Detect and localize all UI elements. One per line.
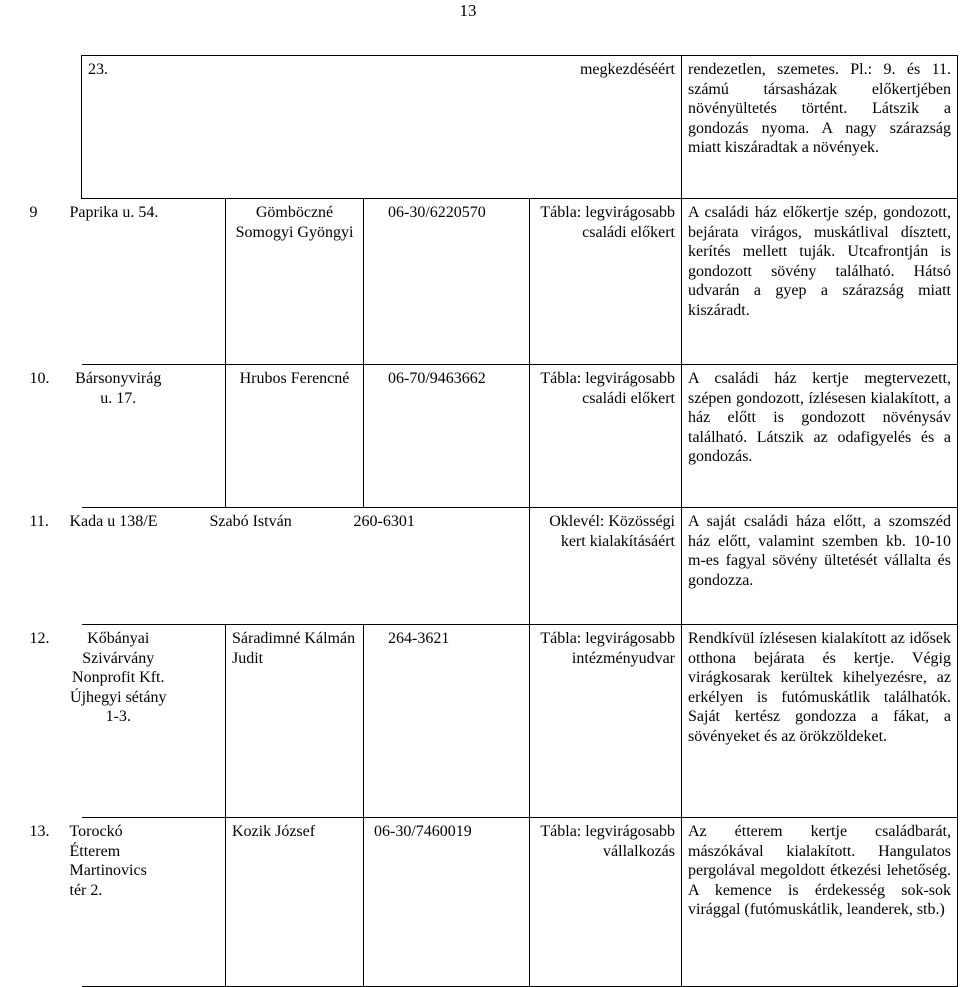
row-number: 23. [82,56,364,199]
address-cell: 13. Torockó Étterem Martinovics tér 2. [82,818,226,987]
award-cell: Tábla: legvirágosabb vállalkozás [530,818,682,987]
description-cell: A saját családi háza előtt, a szomszéd ház előtt, valamint szemben kb. 10-10 m-es fagyal sövény ültetését vállalta és gondozza. [682,508,958,625]
table-row [82,199,958,365]
address-cell: 11. Kada u 138/E Szabó István 260-6301 [82,508,530,625]
award-cell: Oklevél: Közösségi kert kialakításáért [530,508,682,625]
award-cell: Tábla: legvirágosabb intézményudvar [530,625,682,818]
award-cell: Tábla: legvirágosabb családi előkert [530,365,682,508]
description-cell: A családi ház kertje megtervezett, szépen gondozott, ízlésesen kialakított, a ház előtt is gondozott növénysáv található. Látszik az odafigyelés és a gondozás. [682,365,958,508]
name-cell: Gömböczné Somogyi Gyöngyi [226,199,364,365]
phone-cell: 06-30/7460019 [364,818,530,987]
empty-cell [364,56,530,199]
table-row [82,508,958,625]
award-cell: Tábla: legvirágosabb családi előkert [530,199,682,365]
name-cell: Kozik József [226,818,364,987]
address-cell: 12. Kőbányai Szivárvány Nonprofit Kft. Újhegyi sétány 1-3. [82,625,226,818]
table-row [82,365,958,508]
address-cell: 10. Bársonyvirág u. 17. [82,365,226,508]
name-cell: Hrubos Ferencné [226,365,364,508]
results-table [29,55,958,987]
award-cell: megkezdéséért [530,56,682,199]
table-row [82,625,958,818]
phone-cell: 06-70/9463662 [364,365,530,508]
description-cell: Rendkívül ízlésesen kialakított az idősek otthona bejárata és kertje. Végig virágkosarak kerültek kihelyezésre, az erkélyen is futómuskátlik találhatók. Saját kertész gondozza a fákat, a sövényeket és az örökzöldeket. [682,625,958,818]
address-cell: 9 Paprika u. 54. [82,199,226,365]
description-cell: rendezetlen, szemetes. Pl.: 9. és 11. számú társasházak előkertjében növényültetés történt. Látszik a gondozás nyoma. A nagy szárazság miatt kiszáradtak a növények. [682,56,958,199]
phone-cell: 06-30/6220570 [364,199,530,365]
page-number: 13 [459,1,477,20]
table-row [82,818,958,987]
name-cell: Sáradimné Kálmán Judit [226,625,364,818]
table-row [82,56,958,199]
description-cell: Az étterem kertje családbarát, mászókával kialakított. Hangulatos pergolával megoldott étkezési lehetőség. A kemence is érdekesség sok-sok virággal (futómuskátlik, leanderek, stb.) [682,818,958,987]
phone-cell: 264-3621 [364,625,530,818]
description-cell: A családi ház előkertje szép, gondozott, bejárata virágos, muskátlival dísztett, kerítés mellett tuják. Utcafrontján is gondozott sövény található. Hátsó udvarán a gyep a szárazság miatt kiszáradt. [682,199,958,365]
